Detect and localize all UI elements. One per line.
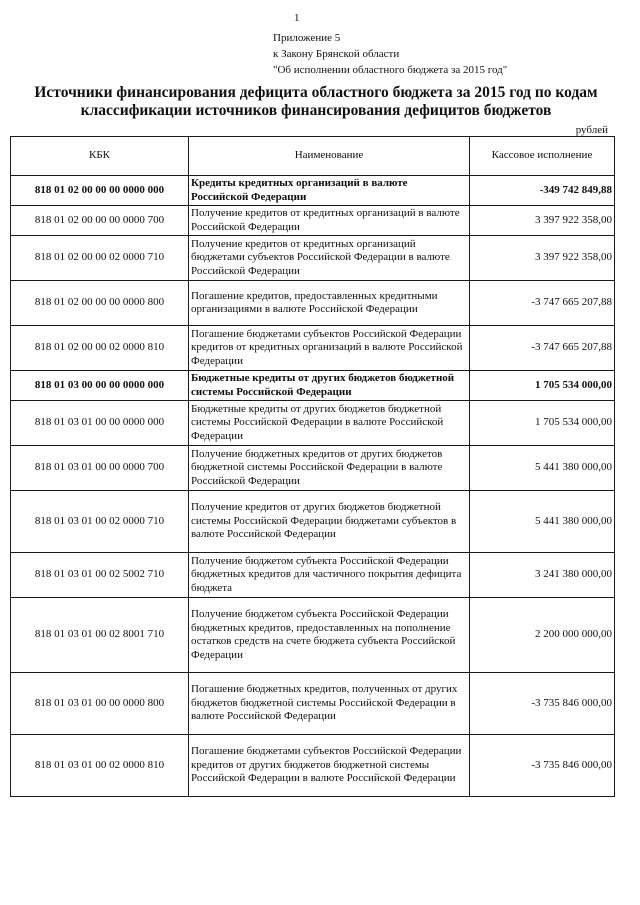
appendix-line-3: "Об исполнении областного бюджета за 2015 год" (273, 64, 508, 76)
financing-sources-table (10, 136, 615, 797)
cell-name: Бюджетные кредиты от других бюджетов бюджетной системы Российской Федерации (189, 371, 470, 401)
cell-amount: 2 200 000 000,00 (470, 598, 615, 673)
cell-amount: 5 441 380 000,00 (470, 491, 615, 553)
cell-amount: 1 705 534 000,00 (470, 371, 615, 401)
header-name: Наименование (189, 137, 470, 176)
cell-amount: 3 397 922 358,00 (470, 236, 615, 281)
cell-kbk: 818 01 02 00 00 02 0000 810 (11, 326, 189, 371)
table-row (11, 176, 615, 206)
cell-kbk: 818 01 03 01 00 02 5002 710 (11, 553, 189, 598)
cell-name: Получение бюджетом субъекта Российской Федерации бюджетных кредитов, предоставленных на пополнение остатков средств на счете бюджета субъекта Российской Федерации (189, 598, 470, 673)
cell-amount: -3 747 665 207,88 (470, 281, 615, 326)
cell-kbk: 818 01 03 01 00 02 8001 710 (11, 598, 189, 673)
table-row (11, 206, 615, 236)
cell-kbk: 818 01 03 01 00 00 0000 000 (11, 401, 189, 446)
appendix-line-1: Приложение 5 (273, 32, 341, 44)
cell-kbk: 818 01 03 00 00 00 0000 000 (11, 371, 189, 401)
cell-kbk: 818 01 02 00 00 00 0000 000 (11, 176, 189, 206)
cell-kbk: 818 01 03 01 00 02 0000 810 (11, 735, 189, 797)
table-row (11, 598, 615, 673)
header-amount: Кассовое исполнение (470, 137, 615, 176)
cell-amount: -3 747 665 207,88 (470, 326, 615, 371)
cell-name: Погашение бюджетных кредитов, полученных от других бюджетов бюджетной системы Российской Федерации в валюте Российской Федерации (189, 673, 470, 735)
table-row (11, 553, 615, 598)
cell-amount: -349 742 849,88 (470, 176, 615, 206)
header-kbk: КБК (11, 137, 189, 176)
appendix-line-2: к Закону Брянской области (273, 48, 400, 60)
title-line-1: Источники финансирования дефицита областного бюджета за 2015 год по кодам (34, 84, 598, 101)
page-number: 1 (294, 12, 300, 24)
table-row (11, 236, 615, 281)
cell-name: Погашение бюджетами субъектов Российской Федерации кредитов от кредитных организаций в валюте Российской Федерации (189, 326, 470, 371)
appendix-header (273, 30, 507, 78)
table-row (11, 446, 615, 491)
cell-name: Погашение бюджетами субъектов Российской Федерации кредитов от других бюджетов бюджетной системы Российской Федерации в валюте Российской Федерации (189, 735, 470, 797)
table-row (11, 673, 615, 735)
table-row (11, 735, 615, 797)
units-label: рублей (575, 124, 608, 136)
cell-name: Получение бюджетом субъекта Российской Федерации бюджетных кредитов для частичного покрытия дефицита бюджета (189, 553, 470, 598)
cell-name: Погашение кредитов, предоставленных кредитными организациями в валюте Российской Федерации (189, 281, 470, 326)
document-title (10, 84, 622, 120)
cell-kbk: 818 01 03 01 00 00 0000 800 (11, 673, 189, 735)
cell-amount: -3 735 846 000,00 (470, 735, 615, 797)
cell-amount: 3 241 380 000,00 (470, 553, 615, 598)
table-row (11, 281, 615, 326)
cell-name: Получение кредитов от кредитных организаций бюджетами субъектов Российской Федерации в валюте Российской Федерации (189, 236, 470, 281)
table-header-row (11, 137, 615, 176)
title-line-2: классификации источников финансирования дефицитов бюджетов (80, 102, 552, 119)
cell-kbk: 818 01 03 01 00 02 0000 710 (11, 491, 189, 553)
cell-name: Получение бюджетных кредитов от других бюджетов бюджетной системы Российской Федерации в валюте Российской Федерации (189, 446, 470, 491)
cell-amount: 3 397 922 358,00 (470, 206, 615, 236)
cell-kbk: 818 01 02 00 00 02 0000 710 (11, 236, 189, 281)
cell-kbk: 818 01 02 00 00 00 0000 700 (11, 206, 189, 236)
cell-kbk: 818 01 02 00 00 00 0000 800 (11, 281, 189, 326)
cell-name: Получение кредитов от других бюджетов бюджетной системы Российской Федерации бюджетами субъектов в валюте Российской Федерации (189, 491, 470, 553)
cell-amount: -3 735 846 000,00 (470, 673, 615, 735)
table-row (11, 326, 615, 371)
cell-name: Кредиты кредитных организаций в валюте Российской Федерации (189, 176, 470, 206)
table-row (11, 491, 615, 553)
cell-name: Бюджетные кредиты от других бюджетов бюджетной системы Российской Федерации в валюте Российской Федерации (189, 401, 470, 446)
cell-amount: 5 441 380 000,00 (470, 446, 615, 491)
cell-name: Получение кредитов от кредитных организаций в валюте Российской Федерации (189, 206, 470, 236)
table-body (11, 176, 615, 797)
cell-kbk: 818 01 03 01 00 00 0000 700 (11, 446, 189, 491)
table-row (11, 371, 615, 401)
cell-amount: 1 705 534 000,00 (470, 401, 615, 446)
table-row (11, 401, 615, 446)
